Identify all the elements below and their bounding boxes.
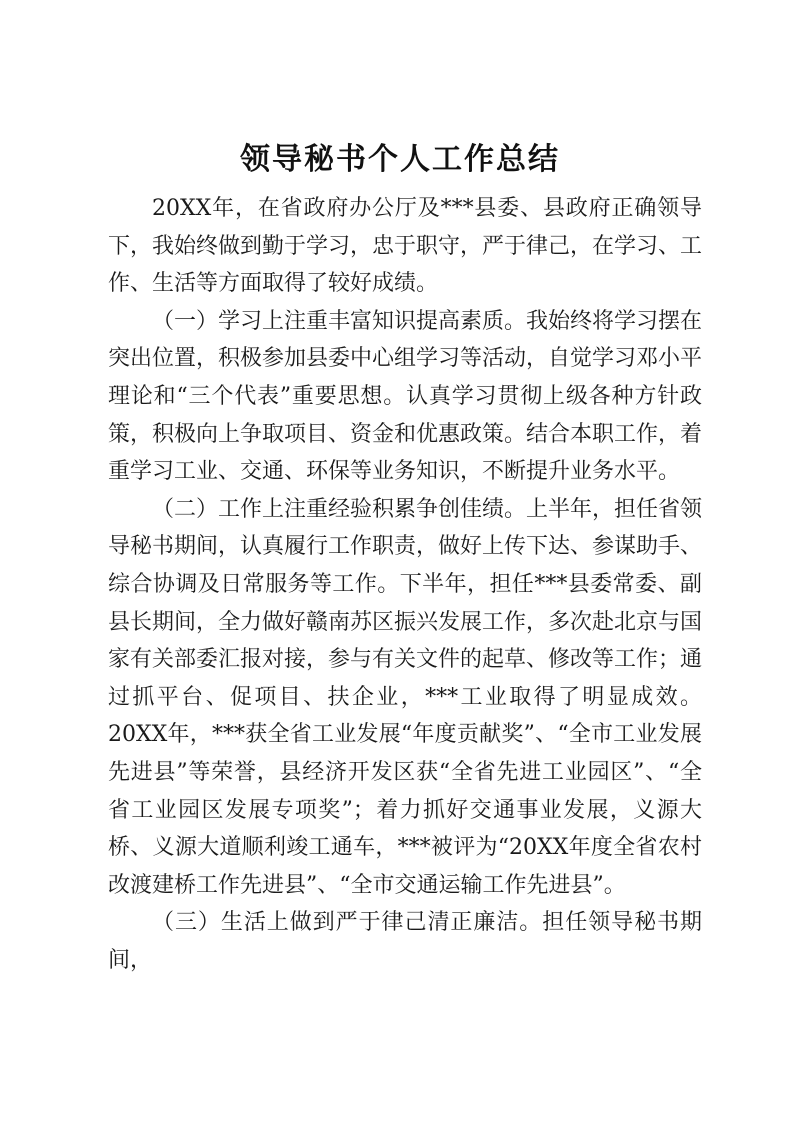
document-title: 领导秘书个人工作总结	[240, 142, 560, 177]
paragraph-intro: 20XX年，在省政府办公厅及***县委、县政府正确领导下，我始终做到勤于学习，忠于职守，严于律己，在学习、工作、生活等方面取得了较好成绩。	[108, 196, 703, 297]
paragraph-work: （二）工作上注重经验积累争创佳绩。上半年，担任省领导秘书期间，认真履行工作职责，做好上传下达、参谋助手、综合协调及日常服务等工作。下半年，担任***县委常委、副县长期间，全力做好赣南苏区振兴发展工作，多次赴北京与国家有关部委汇报对接，参与有关文件的起草、修改等工作；通过抓平台、促项目、扶企业，***工业取得了明显成效。20XX年，***获全省工业发展“年度贡献奖”、“全市工业发展先进县”等荣誉，县经济开发区获“全省先进工业园区”、“全省工业园区发展专项奖”；着力抓好交通事业发展，义源大桥、义源大道顺利竣工通车，***被评为“20XX年度全省农村改渡建桥工作先进县”、“全市交通运输工作先进县”。	[108, 496, 703, 898]
paragraph-life: （三）生活上做到严于律己清正廉洁。担任领导秘书期间，	[108, 910, 702, 973]
paragraph-study: （一）学习上注重丰富知识提高素质。我始终将学习摆在突出位置，积极参加县委中心组学习等活动，自觉学习邓小平理论和“三个代表”重要思想。认真学习贯彻上级各种方针政策，积极向上争取项目、资金和优惠政策。结合本职工作，着重学习工业、交通、环保等业务知识，不断提升业务水平。	[108, 308, 703, 485]
document-body	[108, 190, 702, 979]
